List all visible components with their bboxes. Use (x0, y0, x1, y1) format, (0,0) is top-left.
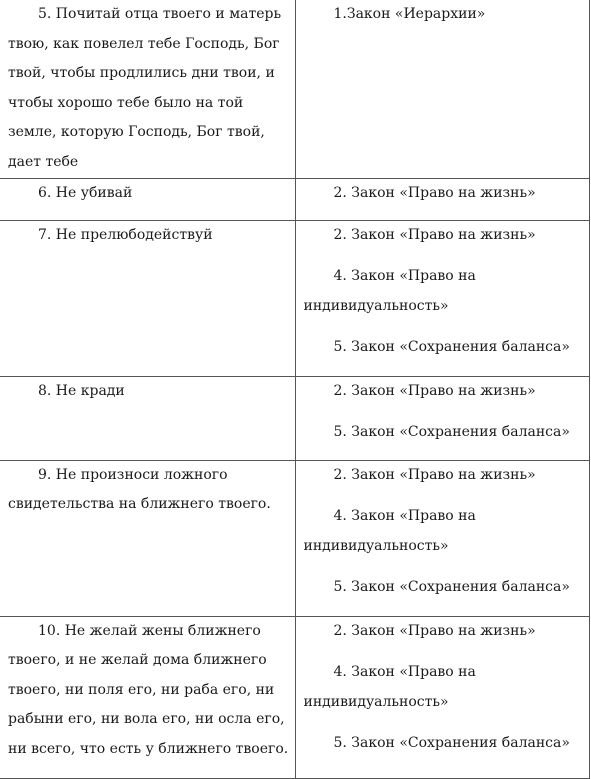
law-text: 2. Закон «Право на жизнь» (333, 466, 536, 483)
table-row (0, 178, 590, 220)
laws-cell (295, 460, 590, 616)
commandment-text: 7. Не прелюбодействуй (38, 226, 213, 243)
table-row (0, 0, 590, 178)
law-text: 4. Закон «Право на индивидуальность» (303, 268, 476, 314)
laws-cell (295, 178, 590, 220)
laws-cell (295, 0, 590, 178)
table-row (0, 376, 590, 460)
commandment-cell (0, 178, 295, 220)
law-text: 4. Закон «Право на индивидуальность» (303, 664, 476, 710)
laws-cell (295, 616, 590, 778)
table-row (0, 616, 590, 778)
table-row (0, 220, 590, 376)
commandment-text: 5. Почитай отца твоего и матерь твою, как повелел тебе Господь, Бог твой, чтобы продлились дни твои, и чтобы хорошо тебе было на той земле, которую Господь, Бог твой, дает тебе (8, 6, 282, 170)
commandment-text: 10. Не желай жены ближнего твоего, и не желай дома ближнего твоего, ни поля его, ни раба его, ни рабыни его, ни вола его, ни осла его, ни всего, что есть у ближнего твоего. (8, 622, 289, 757)
law-text: 5. Закон «Сохранения баланса» (333, 424, 570, 441)
law-text: 2. Закон «Право на жизнь» (333, 382, 536, 399)
commandment-cell (0, 0, 295, 178)
commandment-cell (0, 220, 295, 376)
law-text: 5. Закон «Сохранения баланса» (333, 735, 570, 752)
commandment-cell (0, 376, 295, 460)
commandment-text: 8. Не кради (38, 382, 125, 399)
law-text: 5. Закон «Сохранения баланса» (333, 339, 570, 356)
table-row (0, 460, 590, 616)
law-text: 5. Закон «Сохранения баланса» (333, 579, 570, 596)
law-text: 2. Закон «Право на жизнь» (333, 226, 536, 243)
commandment-text: 6. Не убивай (38, 184, 133, 201)
law-text: 4. Закон «Право на индивидуальность» (303, 508, 476, 554)
commandment-text: 9. Не произноси ложного свидетельства на ближнего твоего. (8, 466, 271, 513)
law-text: 2. Закон «Право на жизнь» (333, 622, 536, 639)
laws-cell (295, 220, 590, 376)
law-text: 2. Закон «Право на жизнь» (333, 184, 536, 201)
commandment-cell (0, 616, 295, 778)
commandment-cell (0, 460, 295, 616)
laws-cell (295, 376, 590, 460)
law-text: 1.Закон «Иерархии» (333, 6, 486, 22)
